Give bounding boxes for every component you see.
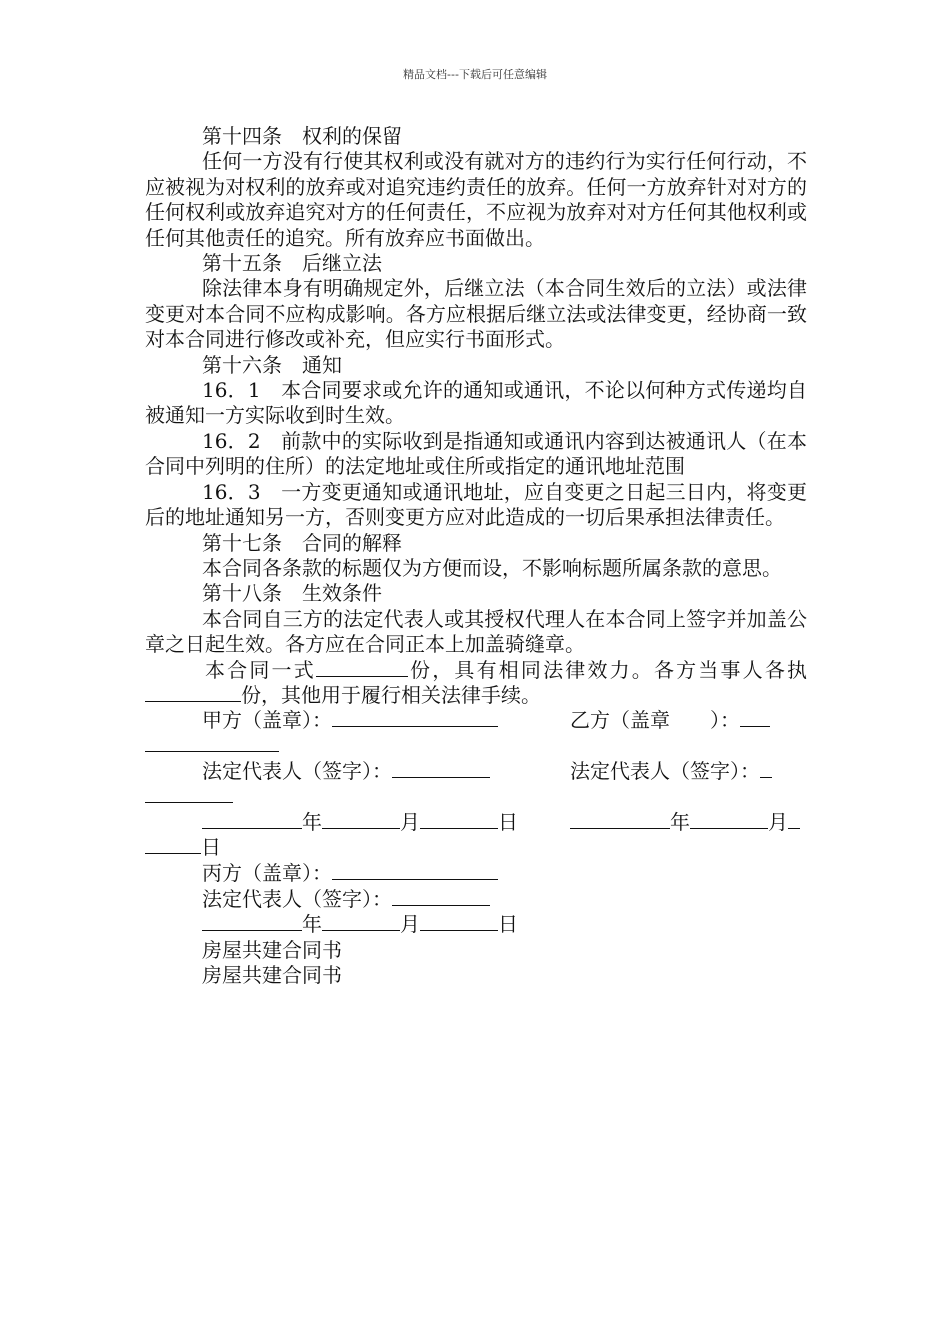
party-b-date-wrap: 日 bbox=[145, 835, 221, 860]
party-a-month-blank[interactable] bbox=[322, 810, 400, 829]
article-18-title: 第十八条 生效条件 bbox=[202, 581, 382, 606]
footer-title-2: 房屋共建合同书 bbox=[202, 962, 342, 987]
clause-16-1: 16．1 本合同要求或允许的通知或通讯，不论以何种方式传递均自被通知一方实际收到时生效。 bbox=[145, 378, 807, 428]
document-body bbox=[145, 124, 807, 988]
article-17-body: 本合同各条款的标题仅为方便而设，不影响标题所属条款的意思。 bbox=[202, 555, 782, 580]
page-header: 精品文档---下载后可任意编辑 bbox=[403, 68, 547, 81]
party-b-year-blank[interactable] bbox=[570, 810, 670, 829]
clause-16-3: 16．3 一方变更通知或通讯地址，应自变更之日起三日内，将变更后的地址通知另一方，否则变更方应对此造成的一切后果承担法律责任。 bbox=[145, 479, 807, 530]
party-b-seal-blank[interactable] bbox=[740, 708, 770, 727]
copies-total-blank[interactable] bbox=[316, 658, 408, 677]
article-17-title: 第十七条 合同的解释 bbox=[202, 530, 402, 555]
party-b-rep: 法定代表人（签字）： bbox=[570, 759, 772, 784]
clause-16-2: 16．2 前款中的实际收到是指通知或通讯内容到达被通讯人（在本合同中列明的住所）的法定地址或住所或指定的通讯地址范围 bbox=[145, 428, 807, 479]
party-b-seal: 乙方（盖章 ）： bbox=[570, 708, 770, 733]
party-c-rep: 法定代表人（签字）： bbox=[145, 887, 807, 912]
footer-title-1: 房屋共建合同书 bbox=[202, 937, 342, 962]
party-b-month-blank[interactable] bbox=[690, 810, 768, 829]
party-b-seal-wrap bbox=[145, 733, 279, 758]
party-a-seal-blank[interactable] bbox=[332, 708, 498, 727]
party-a-day-blank[interactable] bbox=[420, 810, 498, 829]
party-c-month-blank[interactable] bbox=[322, 912, 400, 931]
party-b-date: 年 月 bbox=[570, 810, 800, 835]
party-b-rep-blank-cont[interactable] bbox=[145, 784, 233, 803]
article-14-title: 第十四条 权利的保留 bbox=[202, 124, 402, 148]
party-a-year-blank[interactable] bbox=[202, 810, 302, 829]
party-c-year-blank[interactable] bbox=[202, 912, 302, 931]
party-ab-seal-row bbox=[145, 708, 807, 759]
article-18-body: 本合同自三方的法定代表人或其授权代理人在本合同上签字并加盖公章之日起生效。各方应在合同正本上加盖骑缝章。 bbox=[145, 606, 807, 657]
article-16-title: 第十六条 通知 bbox=[202, 352, 342, 377]
party-c-seal: 丙方（盖章）： bbox=[145, 861, 807, 886]
party-b-seal-blank-cont[interactable] bbox=[145, 733, 279, 752]
copies-each-blank[interactable] bbox=[145, 683, 241, 702]
party-b-rep-wrap bbox=[145, 784, 233, 809]
article-15-body: 除法律本身有明确规定外，后继立法（本合同生效后的立法）或法律变更对本合同不应构成影响。各方应根据后继立法或法律变更，经协商一致对本合同进行修改或补充，但应实行书面形式。 bbox=[145, 276, 807, 352]
article-15-title: 第十五条 后继立法 bbox=[202, 251, 382, 276]
party-ab-rep-row bbox=[145, 759, 807, 810]
party-c-date: 年 月 日 bbox=[145, 912, 807, 937]
party-a-seal: 甲方（盖章）： bbox=[202, 708, 498, 733]
party-a-rep: 法定代表人（签字）： bbox=[202, 759, 490, 784]
party-c-day-blank[interactable] bbox=[420, 912, 498, 931]
party-b-day-blank[interactable] bbox=[788, 810, 800, 829]
party-ab-date-row bbox=[145, 810, 807, 861]
article-14-body: 任何一方没有行使其权利或没有就对方的违约行为实行任何行动，不应被视为对权利的放弃或对追究违约责任的放弃。任何一方放弃针对对方的任何权利或放弃追究对方的任何责任，不应视为放弃对对方任何其他权利或任何其他责任的追究。所有放弃应书面做出。 bbox=[145, 149, 807, 250]
copies-clause: 本合同一式 份，具有相同法律效力。各方当事人各执份，其他用于履行相关法律手续。 bbox=[145, 658, 807, 709]
party-a-date: 年 月 日 bbox=[202, 810, 518, 835]
party-b-rep-blank[interactable] bbox=[760, 759, 772, 778]
party-c-rep-blank[interactable] bbox=[392, 887, 490, 906]
party-b-day-blank-cont[interactable] bbox=[145, 835, 201, 854]
party-a-rep-blank[interactable] bbox=[392, 759, 490, 778]
party-c-seal-blank[interactable] bbox=[332, 861, 498, 880]
